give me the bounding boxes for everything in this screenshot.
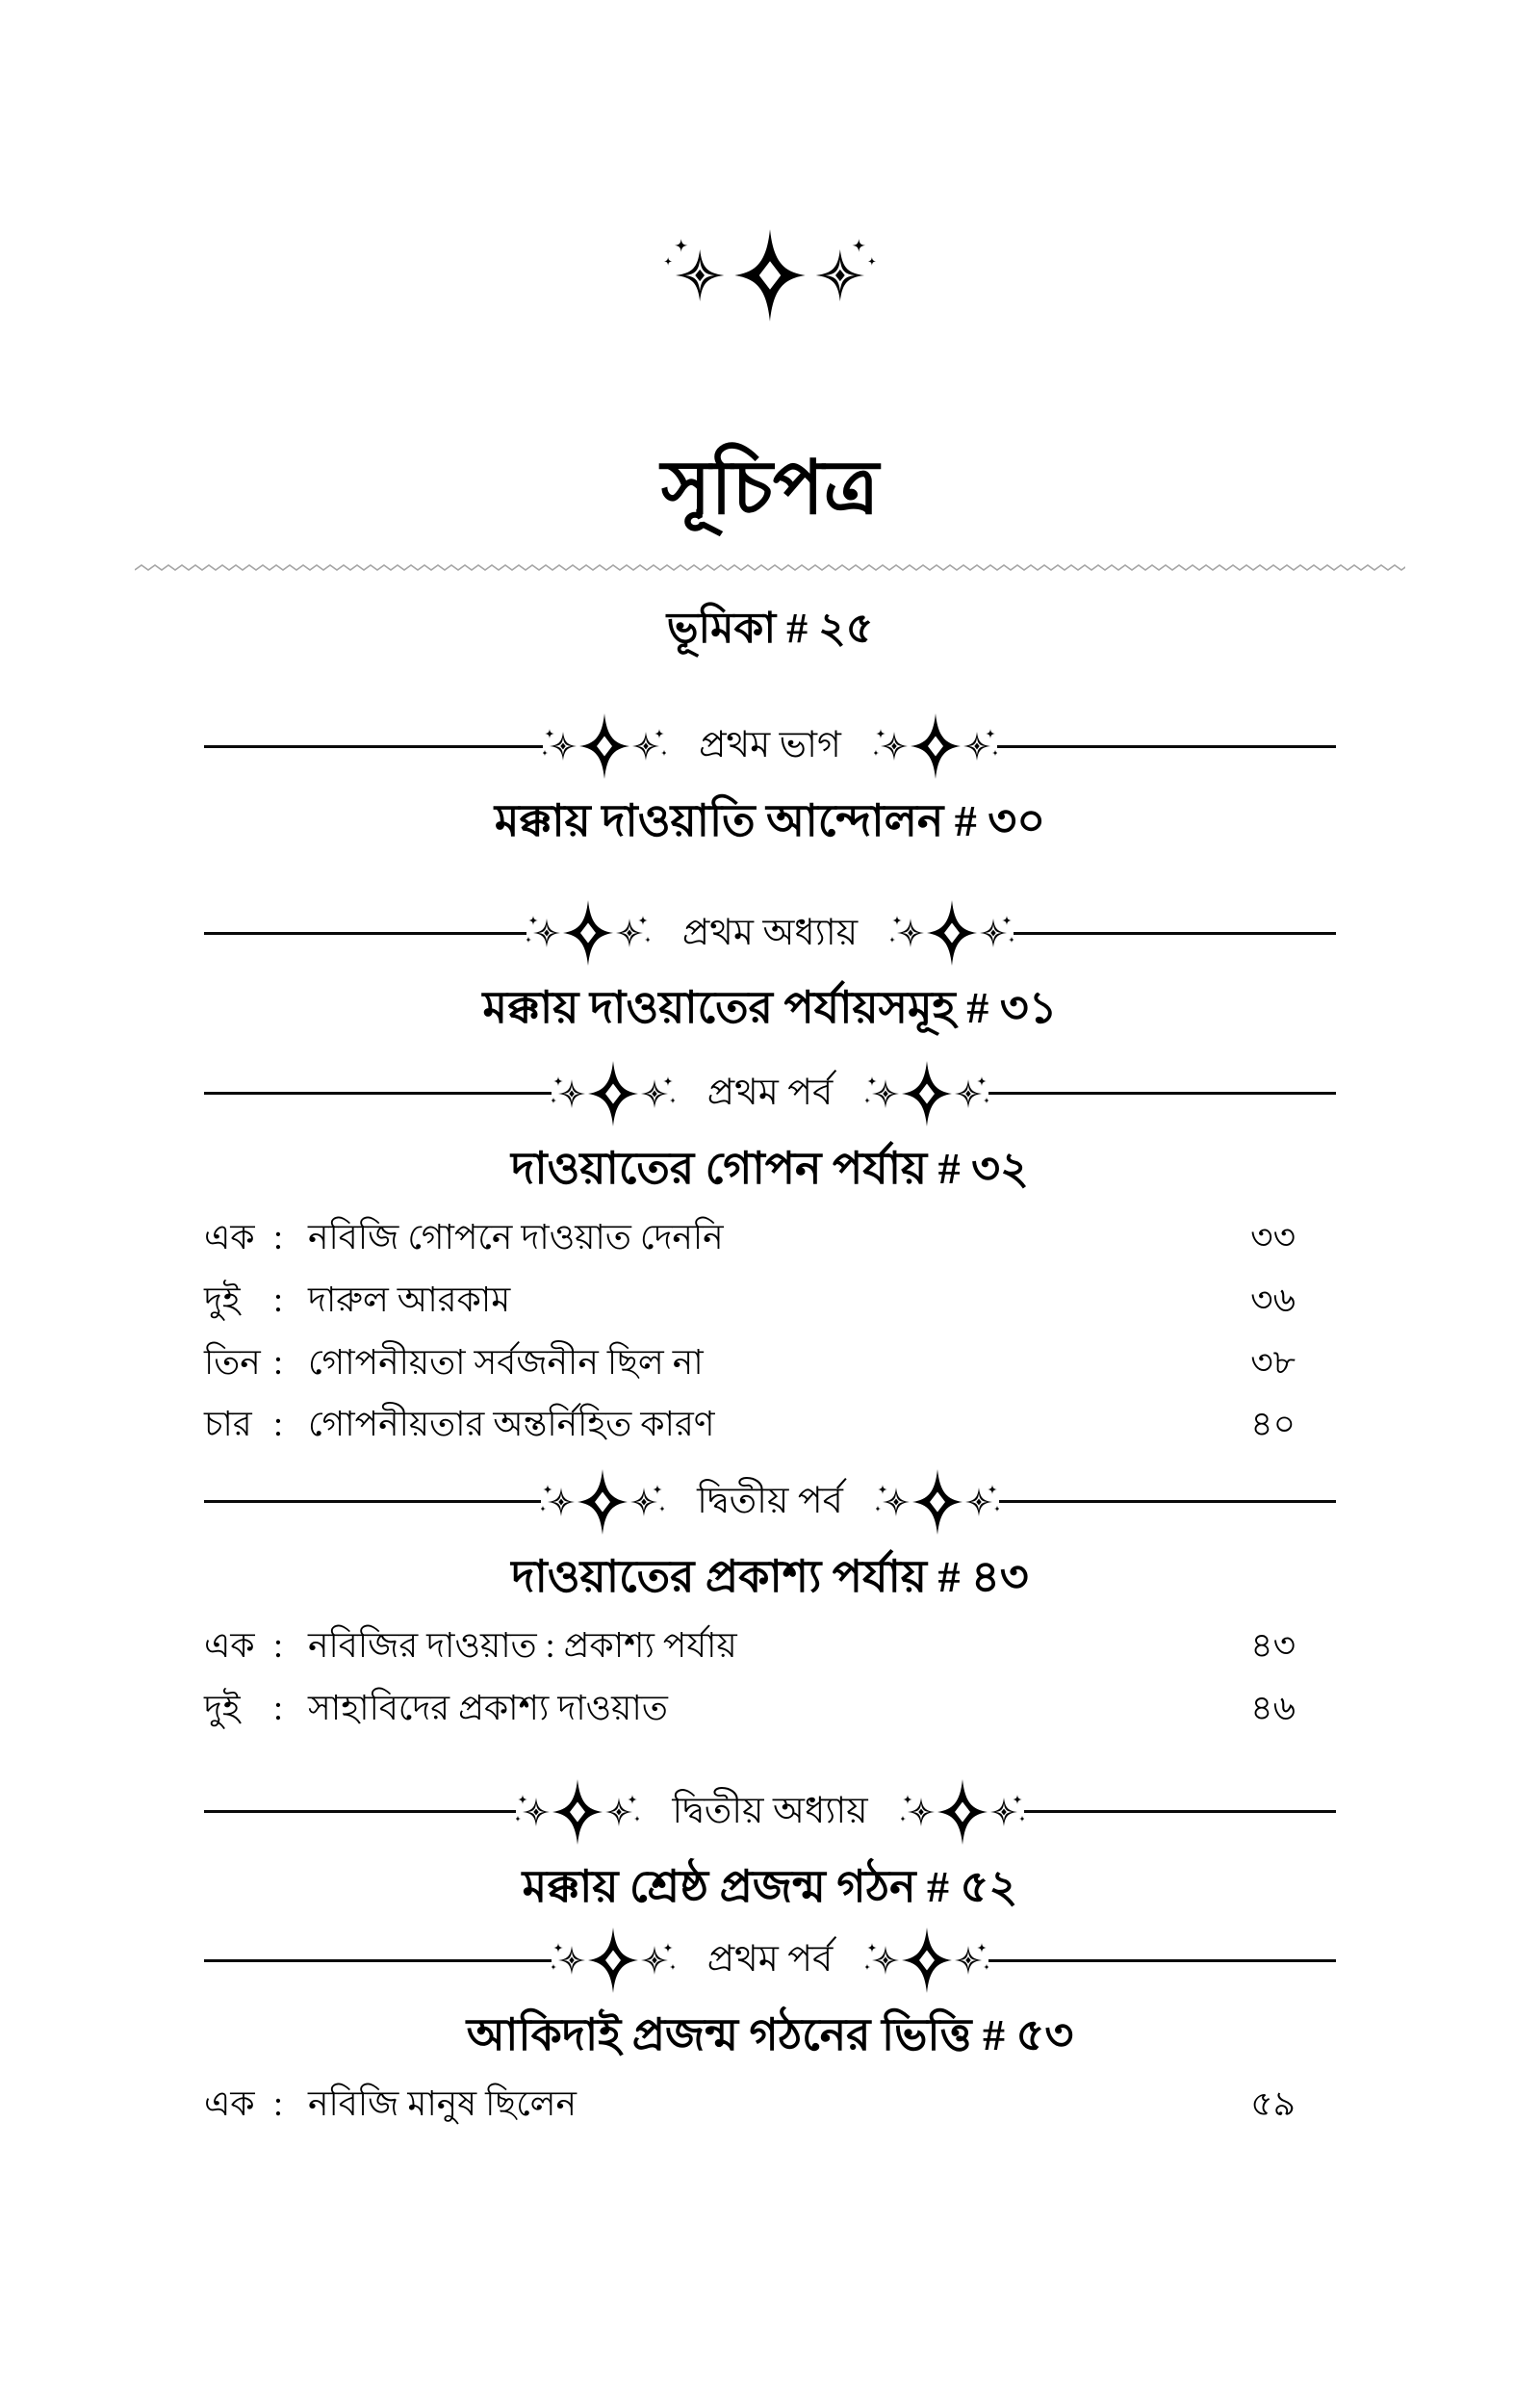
intro-line: ভূমিকা # ২৫ xyxy=(666,604,874,652)
divider-rule-left xyxy=(204,1092,552,1095)
diamond-star-cluster-icon xyxy=(552,1922,675,1999)
section-divider-label: প্রথম ভাগ xyxy=(699,725,841,766)
toc-item xyxy=(204,1685,1336,1733)
item-separator: : xyxy=(273,1405,284,1444)
item-number-word: এক xyxy=(204,1218,255,1257)
item-title: সাহাবিদের প্রকাশ্য দাওয়াত xyxy=(308,1689,668,1728)
diamond-star-cluster-icon xyxy=(876,1463,999,1540)
diamond-star-cluster-icon xyxy=(901,1773,1024,1850)
section-heading: দাওয়াতের প্রকাশ্য পর্যায় # ৪৩ xyxy=(511,1551,1029,1601)
section-heading: মক্কায় দাওয়াতের পর্যায়সমূহ # ৩১ xyxy=(482,983,1058,1033)
section-heading: মক্কায় দাওয়াতি আন্দোলন # ৩০ xyxy=(494,796,1046,846)
item-number-word: চার xyxy=(204,1405,252,1444)
divider-rule-left xyxy=(204,932,526,935)
section-heading: মক্কায় শ্রেষ্ঠ প্রজন্ম গঠন # ৫২ xyxy=(522,1861,1018,1911)
item-title: নবিজি গোপনে দাওয়াত দেননি xyxy=(308,1218,724,1257)
section-divider xyxy=(204,894,1336,971)
item-separator: : xyxy=(273,1689,284,1728)
page-title: সূচিপত্র xyxy=(660,446,880,530)
item-page-number: ৪৩ xyxy=(1250,1626,1296,1666)
diamond-star-cluster-icon xyxy=(650,210,890,341)
divider-rule-left xyxy=(204,745,543,748)
section-divider-label: প্রথম অধ্যায় xyxy=(681,912,859,953)
divider-rule-right xyxy=(997,745,1336,748)
item-number-word: দুই xyxy=(204,1280,241,1319)
item-title: গোপনীয়তা সর্বজনীন ছিল না xyxy=(308,1342,704,1382)
section-divider-label: দ্বিতীয় পর্ব xyxy=(697,1481,843,1522)
section-divider-label: প্রথম পর্ব xyxy=(706,1939,834,1980)
toc-item-list xyxy=(204,1622,1336,1732)
item-number-word: তিন xyxy=(204,1342,261,1382)
section-divider xyxy=(204,1463,1336,1540)
section-divider xyxy=(204,1055,1336,1132)
toc-item-list xyxy=(204,1214,1336,1449)
item-number-word: এক xyxy=(204,1626,255,1666)
toc-item xyxy=(204,1339,1336,1387)
section-divider xyxy=(204,1773,1336,1850)
item-page-number: ৩৬ xyxy=(1250,1280,1296,1319)
divider-rule-left xyxy=(204,1810,516,1813)
section-divider-label: প্রথম পর্ব xyxy=(706,1073,834,1114)
divider-rule-left xyxy=(204,1500,541,1503)
wavy-divider-path xyxy=(135,565,1405,570)
item-separator: : xyxy=(273,1218,284,1257)
item-title: গোপনীয়তার অন্তর্নিহিত কারণ xyxy=(308,1405,715,1444)
diamond-star-cluster-icon xyxy=(865,1055,988,1132)
wavy-divider xyxy=(135,562,1405,574)
toc-item xyxy=(204,1277,1336,1325)
diamond-star-cluster-icon xyxy=(516,1773,639,1850)
section-divider-label: দ্বিতীয় অধ্যায় xyxy=(672,1790,868,1831)
item-separator: : xyxy=(273,1626,284,1666)
item-title: দারুল আরকাম xyxy=(308,1280,511,1319)
diamond-star-cluster-icon xyxy=(865,1922,988,1999)
item-title: নবিজির দাওয়াত : প্রকাশ্য পর্যায় xyxy=(308,1626,737,1666)
diamond-star-cluster-icon xyxy=(543,708,666,785)
item-page-number: ৩৩ xyxy=(1250,1218,1296,1257)
diamond-star-cluster-icon xyxy=(526,894,650,971)
divider-rule-right xyxy=(1014,932,1336,935)
diamond-star-cluster-icon xyxy=(552,1055,675,1132)
toc-item xyxy=(204,1401,1336,1449)
divider-rule-right xyxy=(1024,1810,1336,1813)
section-divider xyxy=(204,708,1336,785)
section-heading: দাওয়াতের গোপন পর্যায় # ৩২ xyxy=(511,1143,1029,1193)
item-separator: : xyxy=(273,1280,284,1319)
toc-item-list xyxy=(204,2081,1336,2129)
diamond-star-cluster-icon xyxy=(890,894,1014,971)
toc-item xyxy=(204,1214,1336,1262)
top-ornament xyxy=(0,210,1540,341)
toc-item xyxy=(204,2081,1336,2129)
item-page-number: ৩৮ xyxy=(1250,1342,1296,1382)
diamond-star-cluster-icon xyxy=(874,708,997,785)
divider-rule-left xyxy=(204,1959,552,1962)
divider-rule-right xyxy=(988,1092,1336,1095)
item-page-number: ৪০ xyxy=(1250,1405,1296,1444)
divider-rule-right xyxy=(988,1959,1336,1962)
divider-rule-right xyxy=(999,1500,1336,1503)
item-title: নবিজি মানুষ ছিলেন xyxy=(308,2084,577,2124)
item-separator: : xyxy=(273,1342,284,1382)
item-number-word: দুই xyxy=(204,1689,241,1728)
item-page-number: ৫৯ xyxy=(1250,2084,1296,2124)
diamond-star-cluster-icon xyxy=(541,1463,664,1540)
toc-item xyxy=(204,1622,1336,1670)
section-heading: আকিদাই প্রজন্ম গঠনের ভিত্তি # ৫৩ xyxy=(466,2010,1074,2060)
toc-content xyxy=(204,708,1336,2129)
section-divider xyxy=(204,1922,1336,1999)
item-number-word: এক xyxy=(204,2084,255,2124)
item-separator: : xyxy=(273,2084,284,2124)
item-page-number: ৪৬ xyxy=(1250,1689,1296,1728)
